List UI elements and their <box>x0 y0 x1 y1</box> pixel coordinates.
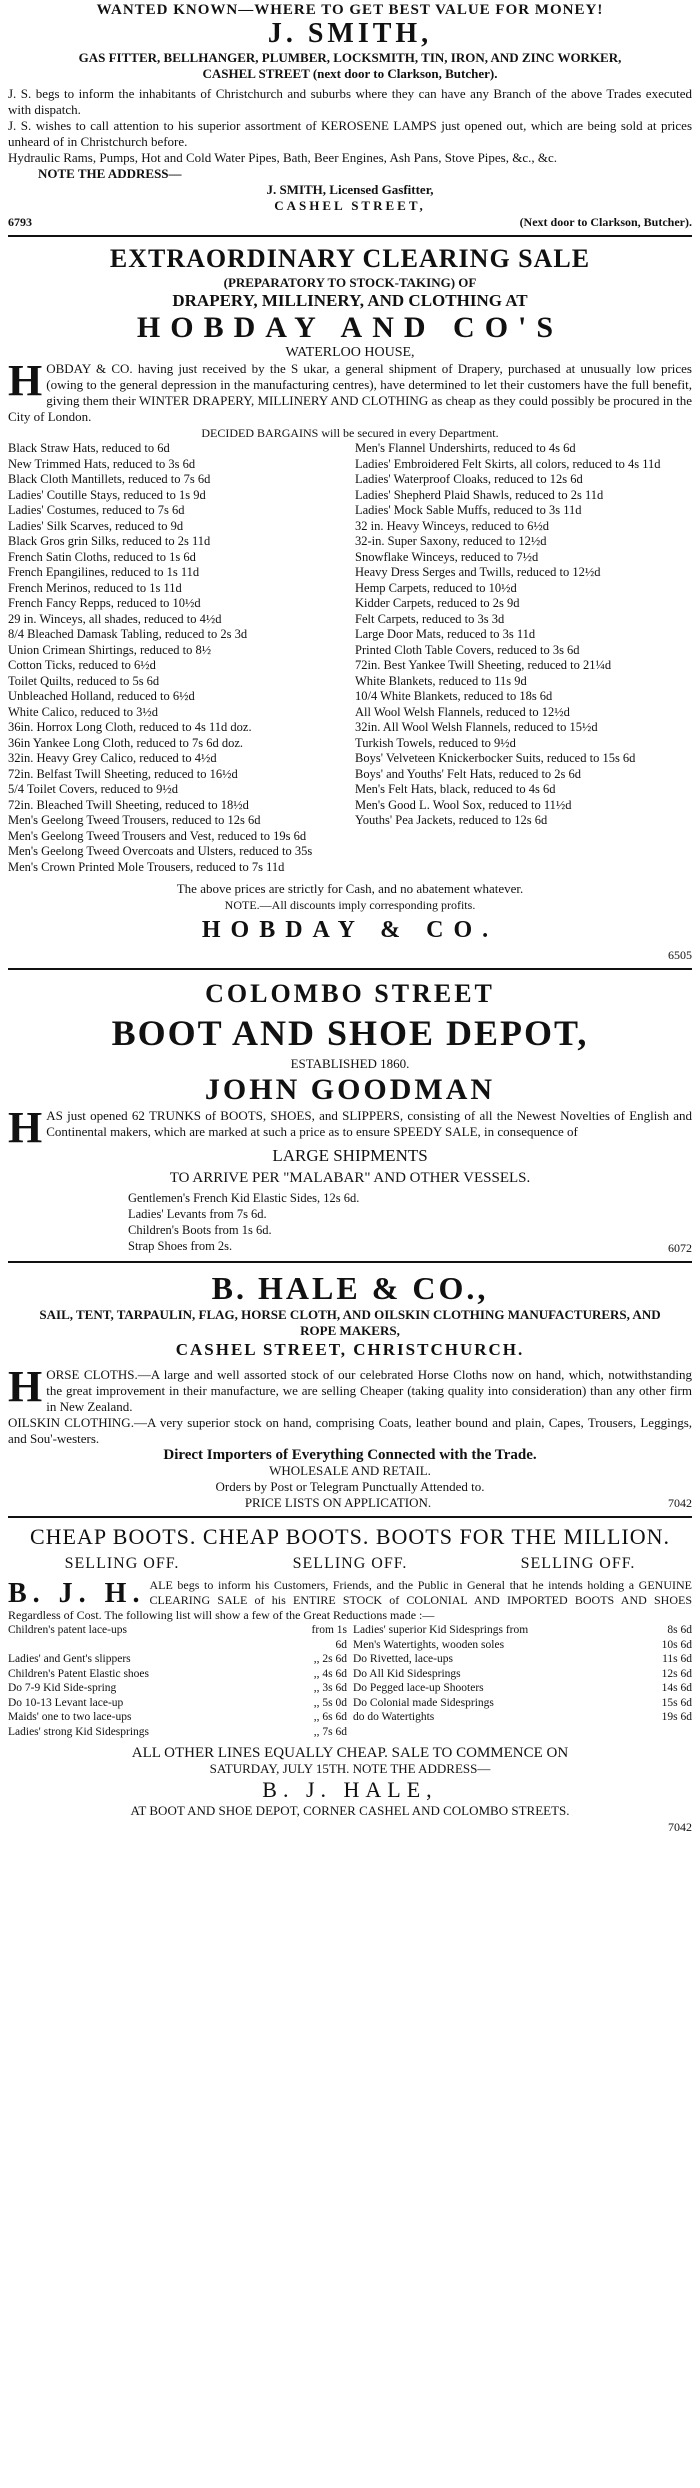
price-item: French Epangilines, reduced to 1s 11d <box>8 565 200 579</box>
hale-price-lists: PRICE LISTS ON APPLICATION. <box>244 1495 432 1510</box>
row-price: ,, 3s 6d <box>313 1682 347 1694</box>
row-price: 10s 6d <box>661 1638 692 1651</box>
cheap-others: ALL OTHER LINES EQUALLY CHEAP. SALE TO COMMENCE ON <box>131 1745 569 1761</box>
price-row <box>8 1652 347 1667</box>
shoe-item: Children's Boots from 1s 6d. <box>128 1223 272 1237</box>
price-item: Ladies' Waterproof Cloaks, reduced to 12s 6d <box>355 472 583 486</box>
hale-name: B. HALE & CO., <box>211 1270 489 1306</box>
price-item: French Merinos, reduced to 1s 11d <box>8 580 182 595</box>
row-price: ,, 4s 6d <box>313 1667 347 1680</box>
price-item: Cotton Ticks, reduced to 6½d <box>8 658 156 672</box>
price-item: Men's Crown Printed Mole Trousers, reduced to 7s 11d <box>8 859 285 874</box>
price-item: Men's Geelong Tweed Trousers and Vest, reduced to 19s 6d <box>8 828 307 843</box>
price-row <box>353 1696 692 1711</box>
hobday-left-column <box>8 441 345 875</box>
row-item: Ladies' and Gent's slippers <box>8 1653 131 1665</box>
cheap-selling-row <box>8 1556 692 1572</box>
price-item: Ladies' Mock Sable Muffs, reduced to 3s 11d <box>355 503 582 517</box>
cheap-sign: B. J. HALE, <box>262 1777 438 1802</box>
price-item: Printed Cloth Table Covers, reduced to 3s 6d <box>355 642 580 657</box>
hobday-intro <box>8 356 692 425</box>
hale-para1 <box>8 1362 692 1415</box>
price-item: Men's Geelong Tweed Overcoats and Ulsters, reduced to 35s <box>8 844 313 858</box>
price-row <box>353 1623 692 1638</box>
hobday-head2: (PREPARATORY TO STOCK-TAKING) OF <box>223 275 477 290</box>
goodman-large: LARGE SHIPMENTS <box>272 1146 428 1165</box>
cheap-intro-text: ALE begs to inform his Customers, Friends, and the Public in General that he intends holding a GENUINE CLEARING SALE of his ENTIRE STOCK of COLONIAL AND IMPORTED BOOTS AND SHOES Regardless of Cost. The following list will show a few of the Great Reductions made :— <box>8 1578 692 1622</box>
price-item: 32 in. Heavy Winceys, reduced to 6½d <box>355 518 550 533</box>
hale-dropcap: H <box>8 1362 43 1411</box>
smith-sig2: CASHEL STREET, <box>274 198 426 213</box>
cheap-number: 7042 <box>668 1820 692 1834</box>
price-item: 32in. Heavy Grey Calico, reduced to 4½d <box>8 751 217 765</box>
row-price: 15s 6d <box>661 1696 692 1709</box>
cheap-initials: B. J. H. <box>8 1578 146 1609</box>
row-item: Ladies' superior Kid Sidesprings from <box>353 1624 529 1636</box>
row-item: Do Colonial made Sidesprings <box>353 1696 494 1709</box>
price-item: Heavy Dress Serges and Twills, reduced to 12½d <box>355 565 601 579</box>
goodman-name: JOHN GOODMAN <box>204 1073 496 1106</box>
price-item: French Satin Cloths, reduced to 1s 6d <box>8 549 196 564</box>
price-item: Ladies' Embroidered Felt Skirts, all colors, reduced to 4s 11d <box>355 456 661 471</box>
price-item: 32-in. Super Saxony, reduced to 12½d <box>355 534 547 548</box>
price-item: French Fancy Repps, reduced to 10½d <box>8 596 201 610</box>
smith-address: CASHEL STREET (next door to Clarkson, Butcher). <box>202 66 498 81</box>
newspaper-page <box>8 0 692 1835</box>
ad-cheap-boots <box>8 1524 692 1835</box>
selling-off-3: SELLING OFF. <box>520 1555 636 1572</box>
price-item: 8/4 Bleached Damask Tabling, reduced to 2s 3d <box>8 627 248 641</box>
row-price: 8s 6d <box>667 1624 692 1636</box>
row-item: do do Watertights <box>353 1711 435 1723</box>
shoe-item: Gentlemen's French Kid Elastic Sides, 12s 6d. <box>128 1191 360 1205</box>
goodman-street: COLOMBO STREET <box>205 979 495 1008</box>
hobday-house: WATERLOO HOUSE, <box>285 345 415 360</box>
price-item: 5/4 Toilet Covers, reduced to 9½d <box>8 782 179 796</box>
hale-para1-text: ORSE CLOTHS.—A large and well assorted stock of our celebrated Horse Cloths now on hand, which, notwithstanding the great improvement in their manufacture, we are selling Cheaper (taking quality into consideration) than any other firm in New Zealand. <box>46 1367 692 1414</box>
hobday-dropcap: H <box>8 356 43 405</box>
price-item: Felt Carpets, reduced to 3s 3d <box>355 611 505 626</box>
cheap-date: SATURDAY, JULY 15TH. NOTE THE ADDRESS— <box>209 1761 491 1776</box>
ad-goodman <box>8 976 692 1256</box>
hale-orders: Orders by Post or Telegram Punctually Attended to. <box>215 1479 485 1494</box>
smith-sig1: J. SMITH, Licensed Gasfitter, <box>266 182 434 197</box>
price-row <box>8 1725 347 1740</box>
hale-importers: Direct Importers of Everything Connected with the Trade. <box>163 1447 537 1463</box>
price-item: 10/4 White Blankets, reduced to 18s 6d <box>355 689 553 703</box>
price-row <box>8 1623 347 1652</box>
row-price: 11s 6d <box>662 1653 692 1665</box>
cheap-address: AT BOOT AND SHOE DEPOT, CORNER CASHEL AND COLOMBO STREETS. <box>130 1803 570 1818</box>
price-item: Ladies' Shepherd Plaid Shawls, reduced to 2s 11d <box>355 487 604 502</box>
smith-para3: Hydraulic Rams, Pumps, Hot and Cold Water Pipes, Bath, Beer Engines, Ash Pans, Stove Pipes, &c., &c. <box>8 150 558 165</box>
selling-off-1: SELLING OFF. <box>64 1555 180 1572</box>
hobday-price-list <box>8 441 692 875</box>
hobday-decided: DECIDED BARGAINS will be secured in every Department. <box>201 426 499 440</box>
row-item: Ladies' strong Kid Sidesprings <box>8 1725 150 1738</box>
price-item: Kidder Carpets, reduced to 2s 9d <box>355 596 520 610</box>
price-item: All Wool Welsh Flannels, reduced to 12½d <box>355 704 570 719</box>
ad-smith <box>8 2 692 230</box>
cheap-headline: CHEAP BOOTS. CHEAP BOOTS. BOOTS FOR THE MILLION. <box>29 1524 670 1549</box>
price-item: White Blankets, reduced to 11s 9d <box>355 673 527 688</box>
row-price: from 1s 6d <box>311 1624 347 1651</box>
price-item: Union Crimean Shirtings, reduced to 8½ <box>8 642 212 657</box>
divider <box>8 1261 692 1263</box>
price-item: 72in. Best Yankee Twill Sheeting, reduced to 21¼d <box>355 658 612 672</box>
price-row <box>353 1652 692 1667</box>
price-row <box>353 1667 692 1682</box>
price-item: Black Straw Hats, reduced to 6d <box>8 441 170 455</box>
goodman-para <box>8 1103 692 1152</box>
shoe-item: Ladies' Levants from 7s 6d. <box>128 1207 267 1221</box>
price-item: 32in. All Wool Welsh Flannels, reduced to 15½d <box>355 720 598 734</box>
divider <box>8 235 692 237</box>
price-item: New Trimmed Hats, reduced to 3s 6d <box>8 456 196 471</box>
price-item: Boys' and Youths' Felt Hats, reduced to 2s 6d <box>355 766 582 781</box>
price-row <box>353 1681 692 1696</box>
hobday-sign: HOBDAY & CO. <box>201 917 499 943</box>
price-item: Snowflake Winceys, reduced to 7½d <box>355 549 539 564</box>
selling-off-2: SELLING OFF. <box>292 1555 408 1572</box>
hale-address: CASHEL STREET, CHRISTCHURCH. <box>175 1340 525 1359</box>
row-item: Do All Kid Sidesprings <box>353 1667 461 1680</box>
ad-hobday <box>8 243 692 963</box>
cheap-intro <box>8 1578 692 1623</box>
hobday-note: NOTE.—All discounts imply corresponding profits. <box>224 898 476 912</box>
price-item: Ladies' Silk Scarves, reduced to 9d <box>8 518 184 533</box>
price-item: Black Gros grin Silks, reduced to 2s 11d <box>8 534 211 548</box>
cheap-left-column <box>8 1623 347 1739</box>
row-price: 19s 6d <box>661 1711 692 1723</box>
row-item: Men's Watertights, wooden soles <box>353 1638 505 1651</box>
price-item: 72in. Bleached Twill Sheeting, reduced to 18½d <box>8 797 249 812</box>
row-price: ,, 5s 0d <box>313 1696 347 1709</box>
price-item: Men's Felt Hats, black, reduced to 4s 6d <box>355 782 556 796</box>
price-row <box>8 1681 347 1696</box>
price-row <box>8 1710 347 1725</box>
hobday-intro-text: OBDAY & CO. having just received by the S ukar, a general shipment of Drapery, purchased at unusually low prices (owing to the general depression in the manufacturing centres), have determined to let their customers have the full benefit, giving them their WINTER DRAPERY, MILLINERY AND CLOTHING as cheap as they could possibly be procured in the City of London. <box>8 361 692 424</box>
row-item: Do Rivetted, lace-ups <box>353 1653 453 1665</box>
row-price: 12s 6d <box>661 1667 692 1680</box>
price-item: Men's Flannel Undershirts, reduced to 4s 6d <box>355 441 576 455</box>
hobday-prices: The above prices are strictly for Cash, and no abatement whatever. <box>176 881 524 896</box>
goodman-depot: BOOT AND SHOE DEPOT, <box>111 1013 589 1053</box>
row-price: ,, 2s 6d <box>313 1653 347 1665</box>
goodman-arrive: TO ARRIVE PER "MALABAR" AND OTHER VESSELS. <box>169 1170 531 1186</box>
hobday-head3: DRAPERY, MILLINERY, AND CLOTHING AT <box>172 291 528 310</box>
price-item: Turkish Towels, reduced to 9½d <box>355 735 516 750</box>
hale-para2: OILSKIN CLOTHING.—A very superior stock on hand, comprising Coats, leather bound and plain, Capes, Trousers, Leggings, and Sou'-westers. <box>8 1415 692 1446</box>
smith-sig3: (Next door to Clarkson, Butcher). <box>519 215 692 229</box>
price-item: Boys' Velveteen Knickerbocker Suits, reduced to 15s 6d <box>355 751 636 765</box>
price-item: Men's Good L. Wool Sox, reduced to 11½d <box>355 797 572 812</box>
row-item: Children's Patent Elastic shoes <box>8 1667 150 1680</box>
price-item: Black Cloth Mantillets, reduced to 7s 6d <box>8 472 211 486</box>
hale-wholesale: WHOLESALE AND RETAIL. <box>269 1463 431 1478</box>
row-price: ,, 7s 6d <box>313 1725 347 1738</box>
row-item: Do 10-13 Levant lace-up <box>8 1696 124 1709</box>
hobday-right-column <box>355 441 692 875</box>
smith-name: J. SMITH, <box>267 18 433 49</box>
shoe-item: Strap Shoes from 2s. <box>128 1239 233 1253</box>
goodman-para-text: AS just opened 62 TRUNKS of BOOTS, SHOES, and SLIPPERS, consisting of all the Newest Novelties of English and Continental makers, which are marked at such a price as to ensure SPEEDY SALE, in consequence of <box>46 1108 692 1139</box>
price-item: Hemp Carpets, reduced to 10½d <box>355 580 517 595</box>
price-row <box>8 1696 347 1711</box>
price-item: White Calico, reduced to 3½d <box>8 704 158 719</box>
goodman-number: 6072 <box>668 1241 692 1255</box>
price-item: Ladies' Coutille Stays, reduced to 1s 9d <box>8 487 206 502</box>
row-item: Maids' one to two lace-ups <box>8 1711 132 1723</box>
price-item: 72in. Belfast Twill Sheeting, reduced to 16½d <box>8 766 238 781</box>
price-row <box>353 1638 692 1653</box>
smith-note: NOTE THE ADDRESS— <box>38 166 182 181</box>
hale-number: 7042 <box>668 1496 692 1510</box>
row-price: ,, 6s 6d <box>313 1711 347 1723</box>
price-item: Men's Geelong Tweed Trousers, reduced to 12s 6d <box>8 813 261 827</box>
smith-para2: J. S. wishes to call attention to his superior assortment of KEROSENE LAMPS just opened out, which are being sold at prices unheard of in Christchurch before. <box>8 118 692 149</box>
smith-trades: GAS FITTER, BELLHANGER, PLUMBER, LOCKSMITH, TIN, IRON, AND ZINC WORKER, <box>78 50 622 65</box>
price-item: 29 in. Winceys, all shades, reduced to 4½d <box>8 611 222 626</box>
cheap-price-table <box>8 1623 692 1739</box>
hobday-number: 6505 <box>668 948 692 962</box>
row-item: Do 7-9 Kid Side-spring <box>8 1682 117 1694</box>
goodman-established: ESTABLISHED 1860. <box>290 1056 410 1071</box>
price-item: Unbleached Holland, reduced to 6½d <box>8 689 195 703</box>
smith-banner: WANTED KNOWN—WHERE TO GET BEST VALUE FOR MONEY! <box>96 2 604 18</box>
row-item: Do Pegged lace-up Shooters <box>353 1682 484 1694</box>
hale-trades: SAIL, TENT, TARPAULIN, FLAG, HORSE CLOTH, AND OILSKIN CLOTHING MANUFACTURERS, AND ROPE MAKERS, <box>39 1307 661 1338</box>
cheap-right-column <box>353 1623 692 1739</box>
price-item: 36in. Horrox Long Cloth, reduced to 4s 11d doz. <box>8 720 252 734</box>
smith-para1: J. S. begs to inform the inhabitants of Christchurch and suburbs where they can have any Branch of the above Trades executed with dispatch. <box>8 86 692 117</box>
price-item: Youths' Pea Jackets, reduced to 12s 6d <box>355 813 548 827</box>
hobday-name: HOBDAY AND CO'S <box>136 311 564 344</box>
row-price: 14s 6d <box>661 1682 692 1694</box>
smith-number: 6793 <box>8 215 32 229</box>
divider <box>8 1516 692 1518</box>
price-item: Large Door Mats, reduced to 3s 11d <box>355 627 536 641</box>
row-item: Children's patent lace-ups <box>8 1624 127 1636</box>
ad-hale <box>8 1269 692 1511</box>
price-item: 36in Yankee Long Cloth, reduced to 7s 6d doz. <box>8 735 244 750</box>
goodman-dropcap: H <box>8 1103 43 1152</box>
price-item: Toilet Quilts, reduced to 5s 6d <box>8 673 160 688</box>
price-item: Ladies' Costumes, reduced to 7s 6d <box>8 503 185 517</box>
divider <box>8 968 692 970</box>
hobday-head1: EXTRAORDINARY CLEARING SALE <box>109 244 591 273</box>
price-row <box>353 1710 692 1725</box>
price-row <box>8 1667 347 1682</box>
